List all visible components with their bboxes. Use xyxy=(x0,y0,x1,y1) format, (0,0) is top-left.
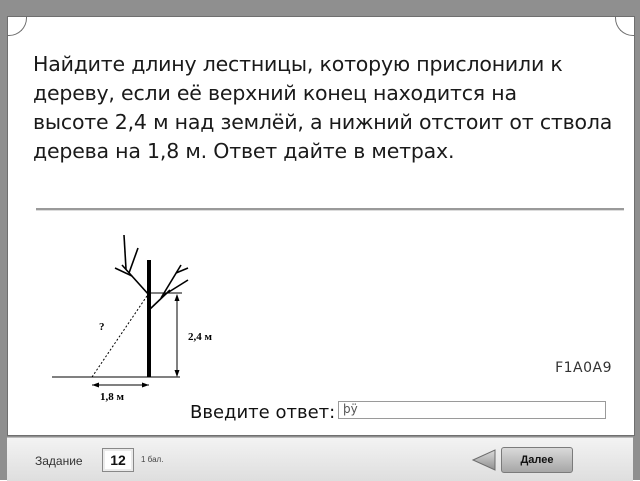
answer-input[interactable]: þÿ xyxy=(338,401,606,419)
corner-decoration xyxy=(615,17,634,36)
base-label: 1,8 м xyxy=(100,391,124,403)
arrow-up-icon xyxy=(175,294,180,301)
question-text xyxy=(33,50,613,166)
corner-decoration xyxy=(8,17,27,36)
navigation-bar xyxy=(7,437,633,481)
question-line: дерева на 1,8 м. Ответ дайте в метрах. xyxy=(33,139,455,163)
ladder-tree-figure xyxy=(40,220,280,405)
arrow-down-icon xyxy=(175,370,180,377)
points-label: 1 бал. xyxy=(141,455,164,464)
ladder-line xyxy=(92,293,149,377)
question-line: высоте 2,4 м над землёй, а нижний отстоит от ствола xyxy=(33,110,613,134)
task-label: Задание xyxy=(35,454,83,468)
arrow-left-icon xyxy=(471,449,497,471)
divider xyxy=(36,210,624,211)
task-number: 12 xyxy=(102,448,134,472)
back-button[interactable] xyxy=(469,448,499,472)
question-line: Найдите длину лестницы, которую прислонили к xyxy=(33,52,563,76)
answer-label: Введите ответ: xyxy=(190,402,336,423)
height-label: 2,4 м xyxy=(188,331,212,343)
arrow-right-icon xyxy=(142,383,149,388)
next-button[interactable]: Далее xyxy=(501,447,573,473)
question-line: дереву, если её верхний конец находится на xyxy=(33,81,517,105)
unknown-label: ? xyxy=(99,321,105,333)
task-code: F1A0A9 xyxy=(555,360,612,376)
arrow-left-icon xyxy=(92,383,99,388)
